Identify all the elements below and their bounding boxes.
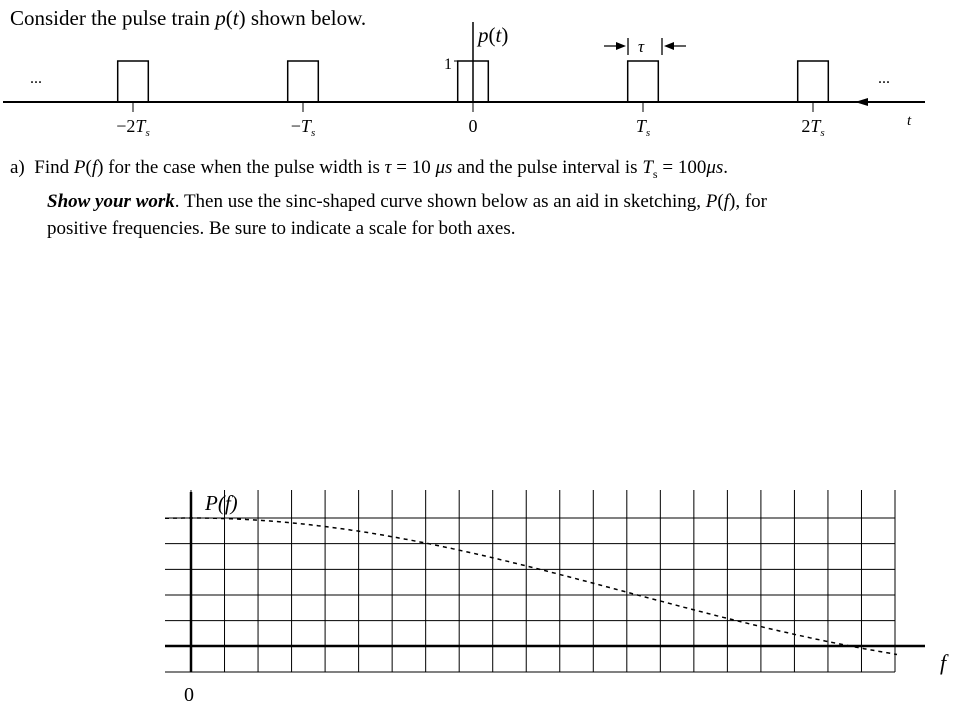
spectrum-plot xyxy=(0,480,970,710)
question-a-line3: positive frequencies. Be sure to indicate a scale for both axes. xyxy=(47,217,516,239)
time-tick-label-2: 0 xyxy=(468,116,478,136)
pulse-0 xyxy=(118,61,149,102)
tau-label: τ xyxy=(638,37,645,56)
pulse-4 xyxy=(798,61,829,102)
ellipsis-left: ... xyxy=(30,70,42,87)
sinc-guide-curve xyxy=(165,518,897,655)
intro-text: Consider the pulse train p(t) shown below. xyxy=(10,6,367,30)
time-tick-label-4: $2T_s$ xyxy=(801,116,825,139)
t-axis-label: t xyxy=(907,113,912,129)
time-tick-label-0: $-2T_s$ xyxy=(116,116,150,139)
time-tick-label-3: $T_s$ xyxy=(635,116,651,139)
amplitude-label: 1 xyxy=(444,56,452,73)
time-axis-arrow xyxy=(855,98,868,106)
spectrum-origin-label: 0 xyxy=(184,684,194,706)
pulse-1 xyxy=(288,61,319,102)
pulse-3 xyxy=(628,61,659,102)
ellipsis-right: ... xyxy=(878,70,890,87)
spectrum-ylabel: P(f) xyxy=(205,491,238,515)
question-a-line2: Show your work. Then use the sinc-shaped curve shown below as an aid in sketching, P(f), for xyxy=(47,190,767,212)
time-tick-labels xyxy=(116,116,824,139)
spectrum-xlabel: f xyxy=(940,650,947,675)
time-tick-label-1: $-T_s$ xyxy=(290,116,316,139)
pulse-ylabel: p(t) xyxy=(478,23,509,47)
tau-width-marker xyxy=(604,38,686,55)
question-a-line1: a) Find P(f) for the case when the pulse width is τ = 10 μs and the pulse interval is $T_s = 100\mu s$. xyxy=(10,157,728,181)
pulse-train-plot xyxy=(0,0,970,150)
spectrum-grid xyxy=(165,490,895,672)
question-a xyxy=(10,154,767,242)
